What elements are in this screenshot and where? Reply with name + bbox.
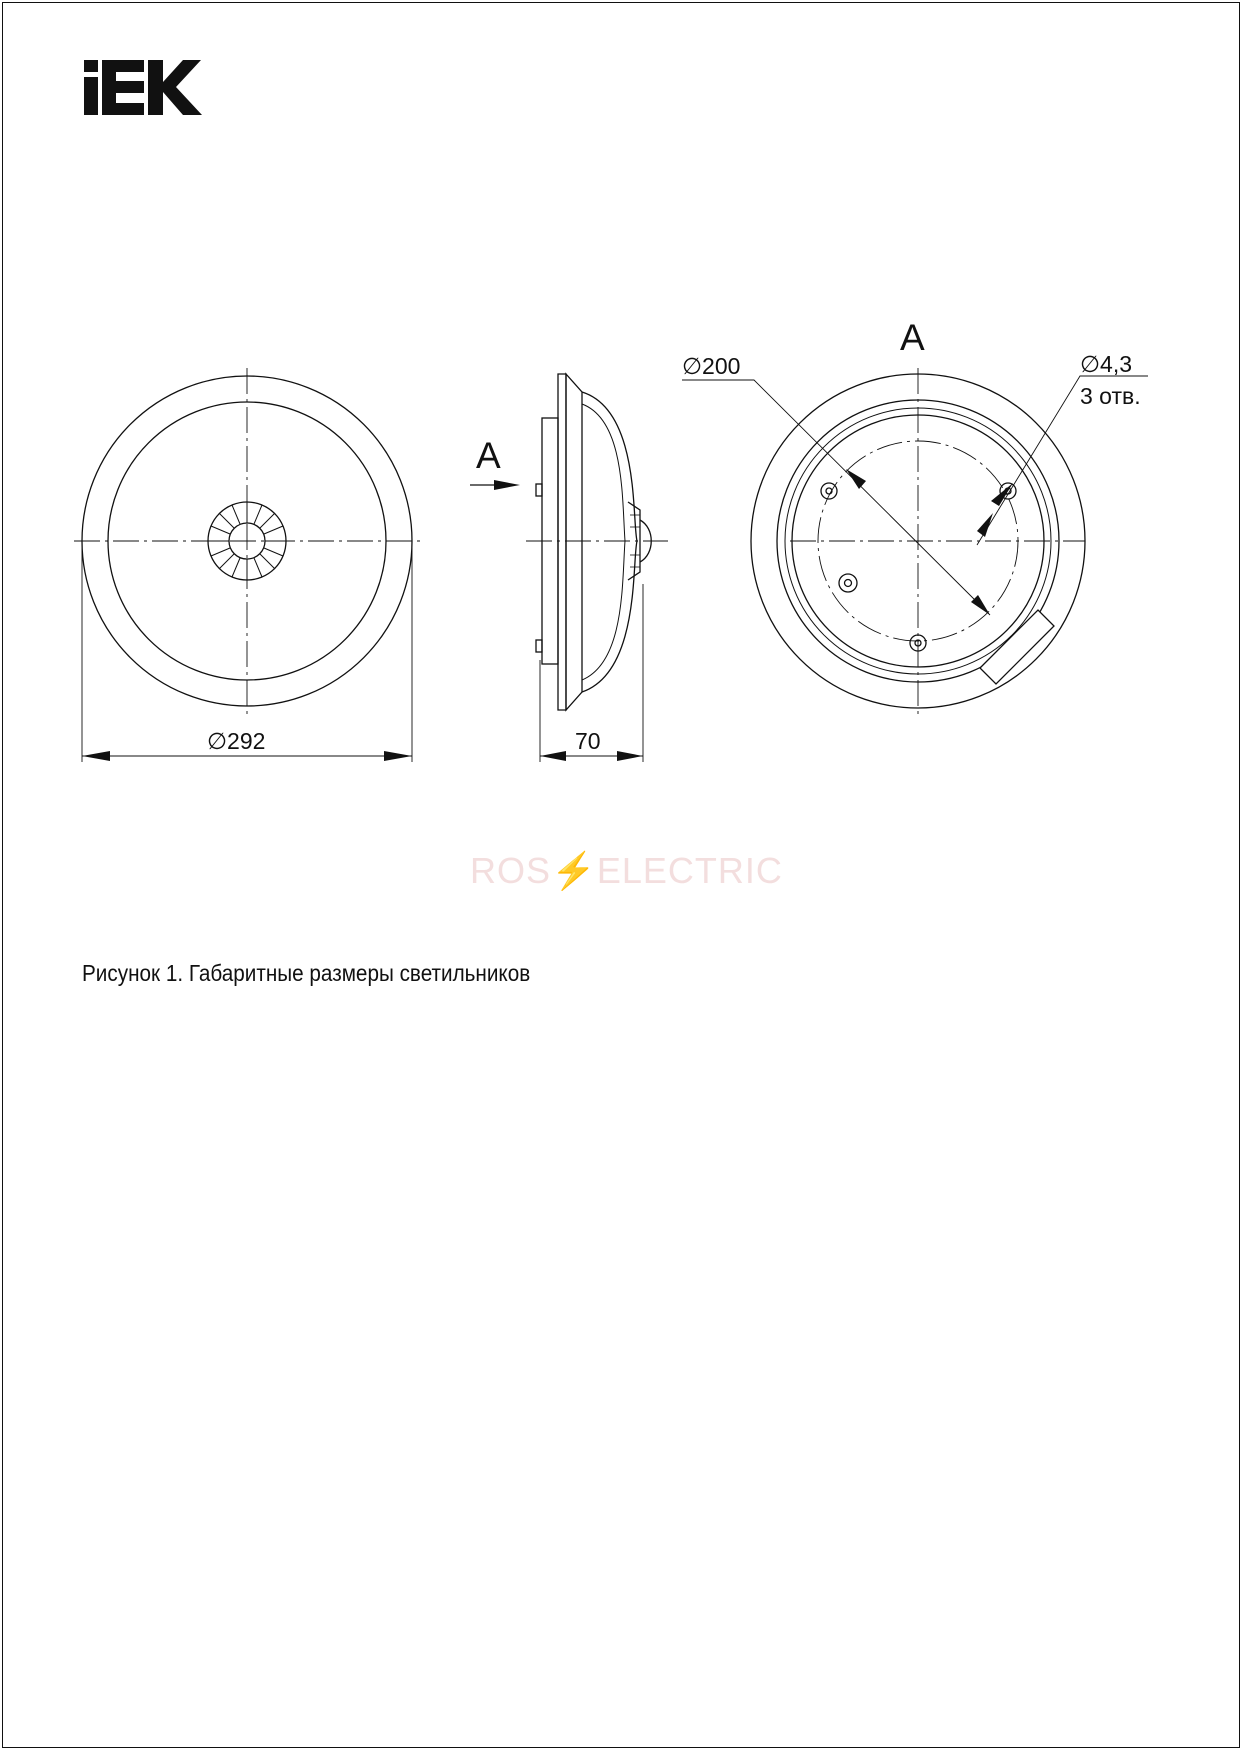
side-depth-label: 70 xyxy=(575,728,601,754)
front-diameter-label: ∅292 xyxy=(207,728,266,754)
side-view-marker: A xyxy=(476,435,501,476)
watermark-right: ELECTRIC xyxy=(596,850,783,891)
side-view xyxy=(470,374,668,762)
figure-caption: Рисунок 1. Габаритные размеры светильников xyxy=(82,960,531,986)
arrowheads xyxy=(82,469,1013,761)
back-view-title: A xyxy=(900,317,925,358)
lightning-icon: ⚡ xyxy=(551,850,597,891)
mount-diameter-label: ∅200 xyxy=(682,353,741,379)
hole-diameter-label: ∅4,3 xyxy=(1080,351,1133,377)
front-view xyxy=(74,368,420,762)
watermark-left: ROS xyxy=(470,850,552,891)
hole-count-label: 3 отв. xyxy=(1080,383,1141,409)
watermark xyxy=(470,850,783,892)
back-view xyxy=(682,368,1148,718)
